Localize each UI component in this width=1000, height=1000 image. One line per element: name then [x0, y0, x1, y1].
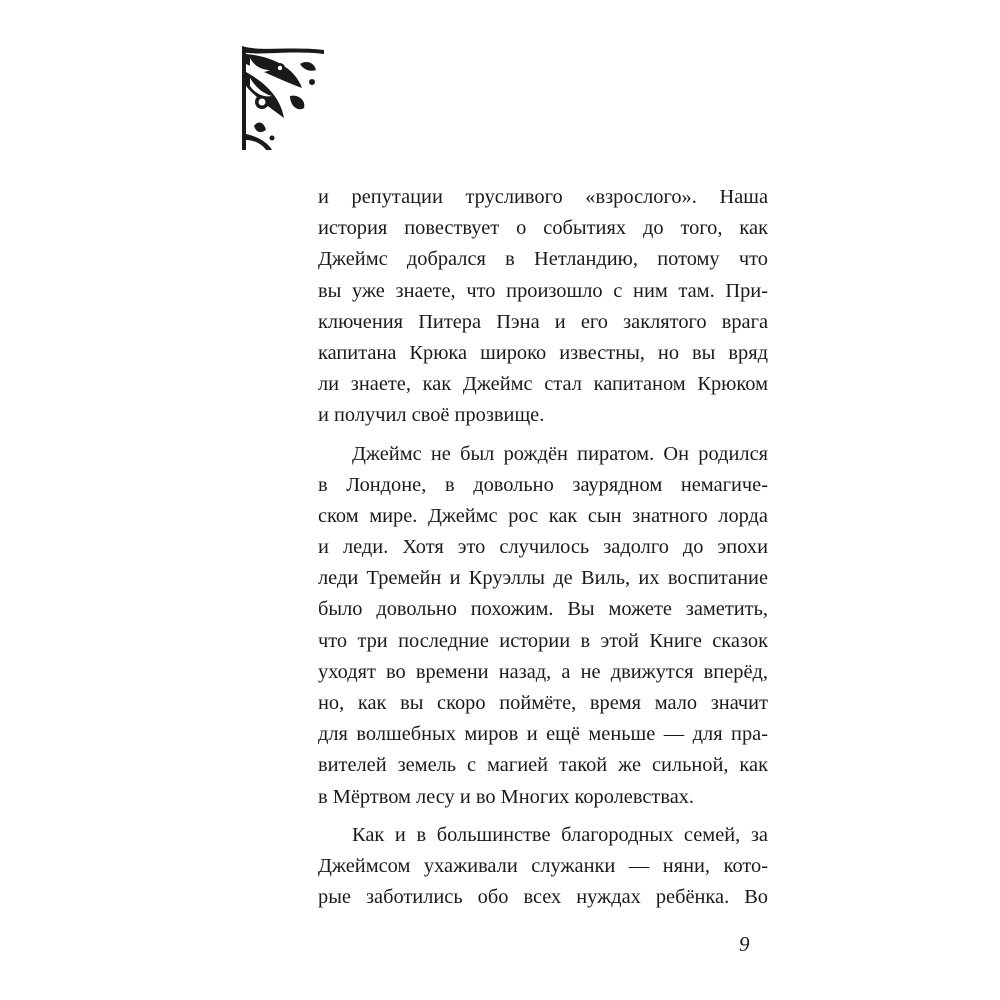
text-line: и репутации трусливого «взрослого». Наша [318, 186, 768, 208]
text-line: но, как вы скоро поймёте, время мало значит [318, 692, 768, 714]
text-line: Джеймс добрался в Нетландию, потому что [318, 248, 768, 271]
text-line: ском мире. Джеймс рос как сын знатного лорда [318, 504, 768, 527]
text-line: ключения Питера Пэна и его заклятого врага [318, 310, 768, 333]
page-number: 9 [739, 932, 750, 956]
text-line: Как и в большинстве благородных семей, за [352, 823, 768, 846]
text-line: и получил своё прозвище. [318, 404, 545, 427]
text-line: вы уже знаете, что произошло с ним там. При- [318, 279, 768, 302]
text-line: Джеймс не был рождён пиратом. Он родился [352, 442, 768, 465]
text-line: Джеймсом ухаживали служанки — няни, кото- [318, 854, 768, 877]
body-text [318, 182, 768, 913]
text-line: в Лондоне, в довольно заурядном немагиче- [318, 473, 768, 496]
text-line: вителей земель с магией такой же сильной, как [318, 754, 768, 777]
text-line: для волшебных миров и ещё меньше — для пра- [318, 723, 768, 746]
text-line: история повествует о событиях до того, как [318, 217, 768, 240]
paragraph [318, 182, 768, 432]
text-line: что три последние истории в этой Книге сказок [318, 629, 768, 652]
text-line: леди Тремейн и Круэллы де Виль, их воспитание [318, 567, 768, 590]
text-line: уходят во времени назад, а не движутся вперёд, [318, 660, 768, 683]
paragraph [318, 820, 768, 914]
text-line: рые заботились обо всех нуждах ребёнка. Во [318, 886, 768, 909]
paragraph [318, 439, 768, 813]
text-line: капитана Крюка широко известны, но вы вряд [318, 341, 768, 364]
text-line: ли знаете, как Джеймс стал капитаном Крюком [318, 373, 768, 396]
ornament-corner-icon [240, 42, 326, 152]
text-line: в Мёртвом лесу и во Многих королевствах. [318, 785, 695, 808]
text-line: было довольно похожим. Вы можете заметить, [318, 598, 768, 621]
text-line: и леди. Хотя это случилось задолго до эпохи [318, 536, 768, 559]
